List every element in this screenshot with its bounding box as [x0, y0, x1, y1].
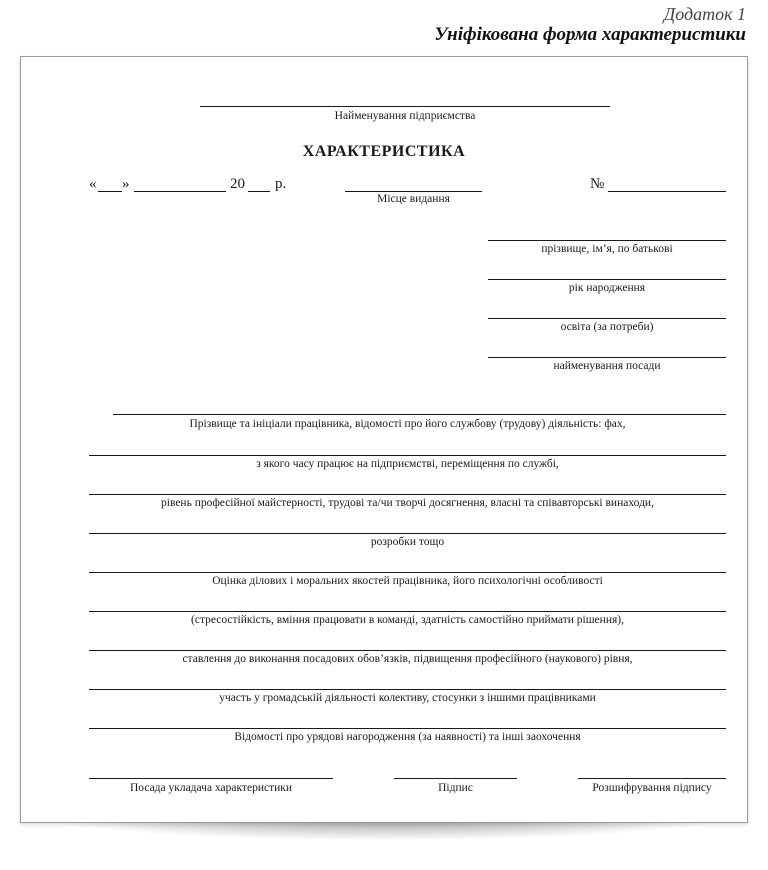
place-line[interactable] — [345, 191, 482, 192]
birth-year-line[interactable] — [488, 279, 726, 280]
body-line-2[interactable] — [89, 455, 726, 456]
full-name-line[interactable] — [488, 240, 726, 241]
body-line-4[interactable] — [89, 533, 726, 534]
date-month-line[interactable] — [134, 191, 226, 192]
body-caption-9: Відомості про урядові нагородження (за наявності) та інші заохочення — [234, 731, 581, 743]
enterprise-name-line[interactable] — [200, 106, 610, 107]
position-caption: найменування посади — [553, 360, 661, 372]
body-caption-4: розробки тощо — [370, 536, 445, 548]
body-line-1[interactable] — [113, 414, 726, 415]
place-caption: Місце видання — [377, 193, 450, 205]
education-caption: освіта (за потреби) — [560, 321, 654, 333]
body-caption-5: Оцінка ділових і моральних якостей працівника, його психологічні особливості — [212, 575, 603, 587]
author-position-caption: Посада укладача характеристики — [129, 782, 292, 794]
body-line-5[interactable] — [89, 572, 726, 573]
signature-caption: Підпис — [438, 782, 473, 794]
signature-decode-line[interactable] — [578, 778, 726, 779]
education-line[interactable] — [488, 318, 726, 319]
author-position-line[interactable] — [89, 778, 333, 779]
date-year-prefix: 20 — [230, 176, 245, 192]
body-caption-1: Прізвище та ініціали працівника, відомості про його службову (трудову) діяльність: фах, — [189, 418, 626, 430]
birth-year-caption: рік народження — [568, 282, 646, 294]
full-name-caption: прізвище, ім’я, по батькові — [541, 243, 673, 255]
date-year-suffix: р. — [275, 176, 287, 192]
date-year-line[interactable] — [248, 191, 270, 192]
annex-label: Додаток 1 — [663, 4, 746, 24]
date-day-line[interactable] — [98, 191, 122, 192]
body-caption-8: участь у громадській діяльності колективу, стосунки з іншими працівниками — [219, 692, 596, 704]
body-caption-7: ставлення до виконання посадових обов’язків, підвищення професійного (наукового) рівня, — [182, 653, 633, 665]
form-sheet — [20, 56, 748, 823]
date-close-quote: » — [122, 176, 130, 192]
document-title: ХАРАКТЕРИСТИКА — [302, 143, 466, 160]
body-caption-3: рівень професійної майстерності, трудові та/чи творчі досягнення, власні та співавторські винаходи, — [161, 497, 654, 509]
body-caption-2: з якого часу працює на підприємстві, переміщення по службі, — [256, 458, 559, 470]
signature-line[interactable] — [394, 778, 517, 779]
number-label: № — [590, 176, 605, 192]
form-header-title: Уніфікована форма характеристики — [434, 24, 746, 45]
number-line[interactable] — [608, 191, 726, 192]
body-line-3[interactable] — [89, 494, 726, 495]
signature-decode-caption: Розшифрування підпису — [592, 782, 712, 794]
body-line-7[interactable] — [89, 650, 726, 651]
body-caption-6: (стресостійкість, вміння працювати в команді, здатність самостійно приймати рішення), — [191, 614, 624, 626]
enterprise-name-caption: Найменування підприємства — [334, 110, 476, 122]
position-line[interactable] — [488, 357, 726, 358]
body-line-6[interactable] — [89, 611, 726, 612]
body-line-8[interactable] — [89, 689, 726, 690]
date-open-quote: « — [89, 176, 97, 192]
body-line-9[interactable] — [89, 728, 726, 729]
